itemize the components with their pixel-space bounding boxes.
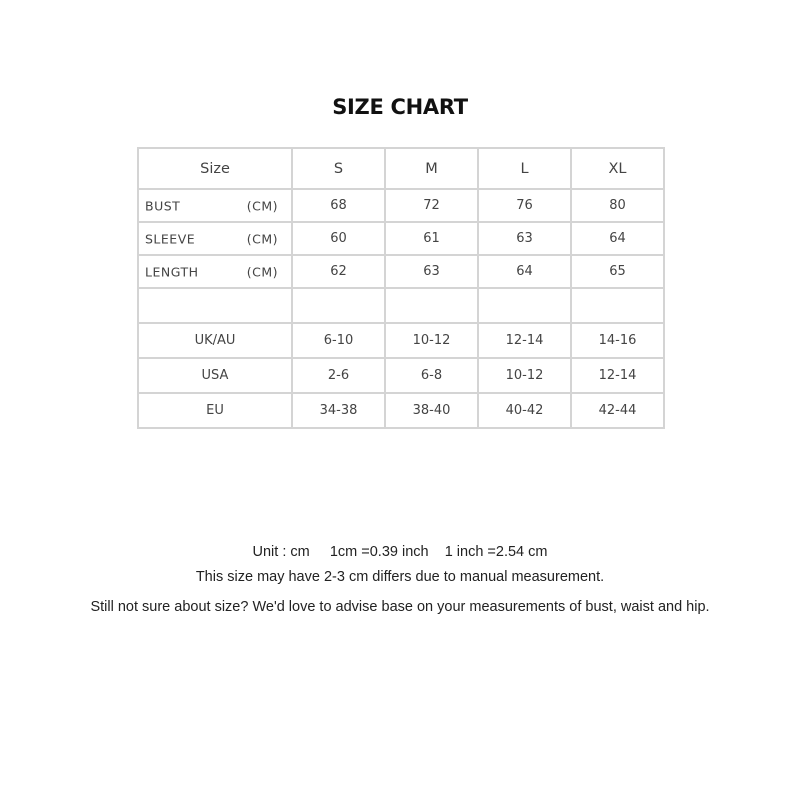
table-cell: 64 — [478, 255, 571, 288]
empty-cell — [571, 288, 664, 323]
table-cell: 34-38 — [292, 393, 385, 428]
table-cell: 76 — [478, 189, 571, 222]
table-row-sleeve — [138, 222, 664, 255]
size-chart-table — [137, 147, 665, 429]
table-cell: 63 — [478, 222, 571, 255]
table-cell: 68 — [292, 189, 385, 222]
measurement-disclaimer: This size may have 2-3 cm differs due to manual measurement. — [195, 569, 605, 585]
region-label: EU — [138, 393, 292, 428]
table-cell: 64 — [571, 222, 664, 255]
table-cell: 60 — [292, 222, 385, 255]
header-cell-xl: XL — [571, 148, 664, 189]
table-cell: 12-14 — [478, 323, 571, 358]
table-row-blank — [138, 288, 664, 323]
table-cell: 65 — [571, 255, 664, 288]
header-cell-s: S — [292, 148, 385, 189]
table-row-usa — [138, 358, 664, 393]
table-header-row — [138, 148, 664, 189]
empty-cell — [138, 288, 292, 323]
table-cell: 10-12 — [385, 323, 478, 358]
table-row-bust — [138, 189, 664, 222]
measurement-unit: (CM) — [246, 264, 278, 279]
header-cell-l: L — [478, 148, 571, 189]
table-cell: 6-10 — [292, 323, 385, 358]
measurement-label-cell — [138, 189, 292, 222]
table-cell: 14-16 — [571, 323, 664, 358]
region-label: UK/AU — [138, 323, 292, 358]
table-row-eu — [138, 393, 664, 428]
measurement-unit: (CM) — [246, 231, 278, 246]
table-cell: 80 — [571, 189, 664, 222]
measurement-unit: (CM) — [246, 198, 278, 213]
table-cell: 2-6 — [292, 358, 385, 393]
header-cell-m: M — [385, 148, 478, 189]
empty-cell — [385, 288, 478, 323]
table-cell: 38-40 — [385, 393, 478, 428]
table-cell: 12-14 — [571, 358, 664, 393]
size-advice-note: Still not sure about size? We'd love to advise base on your measurements of bust, waist and hip. — [90, 599, 710, 615]
table-cell: 63 — [385, 255, 478, 288]
empty-cell — [292, 288, 385, 323]
measurement-name: LENGTH — [145, 264, 199, 279]
table-row-uk-au — [138, 323, 664, 358]
region-label: USA — [138, 358, 292, 393]
table-cell: 42-44 — [571, 393, 664, 428]
empty-cell — [478, 288, 571, 323]
table-cell: 72 — [385, 189, 478, 222]
measurement-label-cell — [138, 255, 292, 288]
table-cell: 6-8 — [385, 358, 478, 393]
page-title: SIZE CHART — [332, 95, 468, 119]
measurement-name: SLEEVE — [145, 231, 196, 246]
unit-conversion-note: Unit : cm 1cm =0.39 inch 1 inch =2.54 cm — [252, 544, 548, 560]
table-row-length — [138, 255, 664, 288]
measurement-label-cell — [138, 222, 292, 255]
table-cell: 61 — [385, 222, 478, 255]
measurement-name: BUST — [145, 198, 181, 213]
table-cell: 10-12 — [478, 358, 571, 393]
header-cell-size: Size — [138, 148, 292, 189]
table-cell: 40-42 — [478, 393, 571, 428]
table-cell: 62 — [292, 255, 385, 288]
